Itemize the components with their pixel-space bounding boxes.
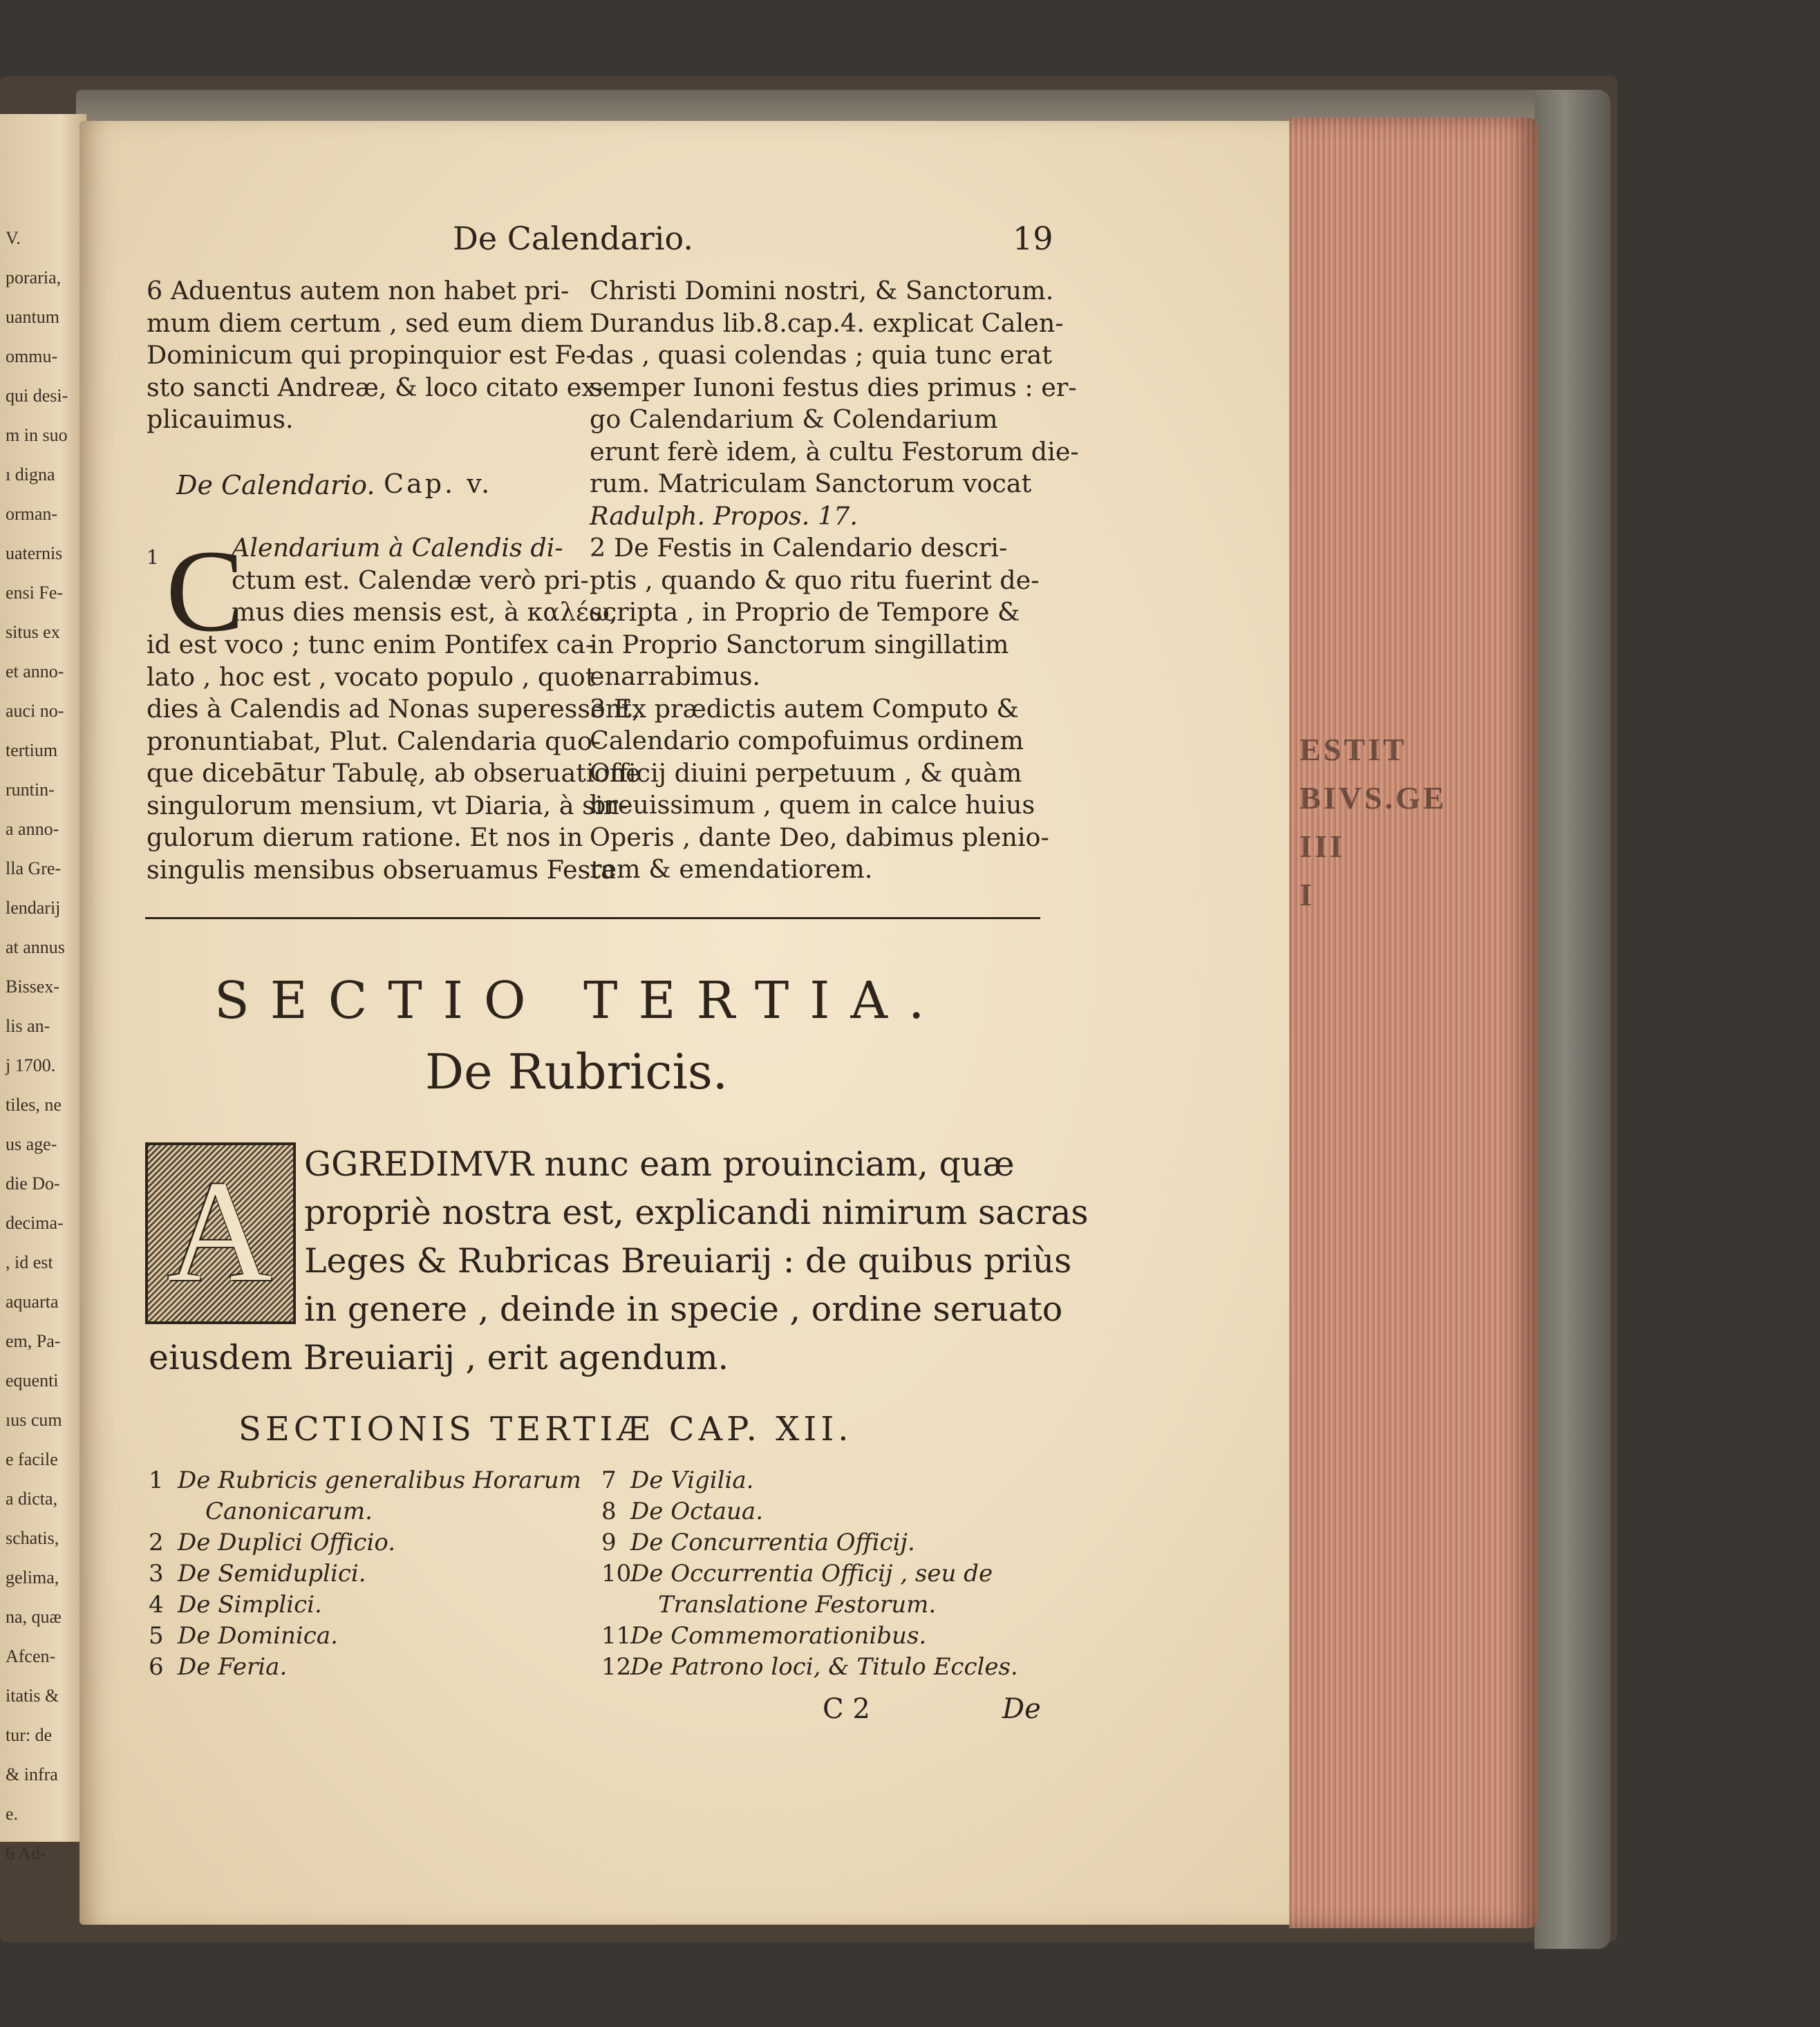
contents-entry (149, 1527, 581, 1558)
left-page-fragment: m in suo (6, 425, 68, 445)
left-page-fragment: gelima, (6, 1567, 59, 1587)
contents-text: De Feria. (178, 1653, 288, 1681)
text-line: singulis mensibus obseruamus Festa (147, 854, 616, 885)
left-page-fragment: aquarta (6, 1292, 59, 1312)
text-line: semper Iunoni festus dies primus : er- (590, 372, 1077, 402)
contents-text: De Dominica. (178, 1622, 338, 1650)
contents-entry (149, 1590, 581, 1621)
left-page-fragment: orman- (6, 504, 58, 524)
left-page-fragment: V. (6, 228, 21, 248)
paragraph-1-rest (147, 629, 641, 886)
chapter-label: Cap. v. (384, 469, 493, 499)
contents-number: 7 (601, 1467, 617, 1494)
contents-text: Canonicarum. (205, 1498, 373, 1525)
signature-mark: C 2 (823, 1693, 870, 1725)
fore-edge (1289, 117, 1538, 1928)
left-page-fragment: schatis, (6, 1528, 59, 1548)
fore-edge-marks: ESTIT BIVS.GE III I (1300, 732, 1447, 912)
text-line: go Calendarium & Colendarium (590, 404, 998, 434)
section-intro (149, 1140, 1089, 1382)
left-page-fragment: ı digna (6, 464, 55, 484)
text-line: propriè nostra est, explicandi nimirum sacras (304, 1193, 1089, 1232)
text-line: 6 Aduentus autem non habet pri- (147, 276, 570, 305)
contents-text: De Simplici. (178, 1591, 322, 1619)
page-number: 19 (1013, 220, 1053, 257)
text-line: sto sancti Andreæ, & loco citato ex- (147, 372, 604, 402)
left-page-fragment: decima- (6, 1213, 64, 1233)
text-line: id est voco ; tunc enim Pontifex ca- (147, 630, 594, 659)
contents-entry (601, 1652, 1018, 1683)
catchword: De (1002, 1693, 1041, 1725)
text-line: rum. Matriculam Sanctorum vocat (590, 469, 1032, 498)
text-line: 3 Ex prædictis autem Computo & (590, 693, 1019, 724)
chapter-heading: De Calendario. (176, 470, 375, 500)
drop-capital: C (166, 526, 245, 656)
left-page-fragment: equenti (6, 1370, 59, 1390)
text-line: Alendarium à Calendis di- (232, 533, 563, 563)
contents-number: 3 (149, 1560, 164, 1587)
text-line: plicauimus. (147, 404, 294, 434)
left-page-fragment: j 1700. (6, 1055, 56, 1075)
text-line: Operis , dante Deo, dabimus plenio- (590, 822, 1049, 852)
left-page-fragment: a anno- (6, 819, 59, 839)
left-page-fragment: & infra (6, 1764, 58, 1784)
contents-entry (149, 1465, 581, 1496)
contents-entry (601, 1527, 1018, 1558)
text-line: Durandus lib.8.cap.4. explicat Calen- (590, 308, 1064, 338)
initial-letter: A (167, 1151, 272, 1312)
left-page-fragment: uaternis (6, 543, 63, 563)
section-subtitle: De Rubricis. (425, 1044, 729, 1100)
contents-entry (601, 1621, 1018, 1652)
contents-number: 2 (149, 1529, 164, 1556)
text-line: singulorum mensium, vt Diaria, à sin- (147, 790, 628, 820)
left-page (0, 114, 86, 1863)
contents-text: De Octaua. (630, 1498, 764, 1525)
contents-entry (601, 1590, 1018, 1621)
text-line: Calendario compofuimus ordinem (590, 726, 1024, 755)
left-page-fragment: lla Gre- (6, 858, 62, 878)
text-line: ctum est. Calendæ verò pri- (232, 565, 589, 595)
left-page-fragment: uantum (6, 307, 59, 327)
text-line: Officij diuini perpetuum , & quàm (590, 757, 1022, 788)
left-page-fragment: itatis & (6, 1686, 59, 1706)
left-page-fragment: situs ex (6, 622, 60, 642)
contents-number: 1 (149, 1467, 164, 1494)
text-line: erunt ferè idem, à cultu Festorum die- (590, 436, 1079, 466)
contents-entry (601, 1558, 1018, 1590)
text-line: Dominicum qui propinquior est Fe- (147, 340, 594, 370)
text-line: scripta , in Proprio de Tempore & (590, 597, 1020, 627)
contents-text: De Occurrentia Officij , seu de (630, 1560, 993, 1587)
contents-text: De Vigilia. (630, 1467, 754, 1494)
text-line: Radulph. Propos. 17. (590, 500, 859, 531)
text-line: breuissimum , quem in calce huius (590, 790, 1035, 820)
left-page-fragment: na, quæ (6, 1607, 62, 1627)
text-line: mus dies mensis est, à καλέω, (232, 597, 618, 627)
left-page-fragment: tiles, ne (6, 1095, 62, 1115)
running-title: De Calendario. (453, 220, 693, 257)
text-line: ptis , quando & quo ritu fuerint de- (590, 565, 1040, 595)
text-line: que dicebātur Tabulę, ab obseruatione (147, 758, 641, 788)
left-page-fragment: poraria, (6, 267, 62, 287)
text-line: 2 De Festis in Calendario descri- (590, 533, 1008, 563)
text-line: rem & emendatiorem. (590, 854, 873, 884)
contents-number: 11 (601, 1622, 632, 1650)
left-page-fragment: lis an- (6, 1016, 50, 1036)
text-line: Leges & Rubricas Breuiarij : de quibus priùs (304, 1241, 1072, 1281)
contents-text: De Patrono loci, & Titulo Eccles. (630, 1653, 1018, 1681)
text-line: enarrabimus. (590, 661, 761, 691)
left-page-fragment: lendarij (6, 898, 61, 918)
contents-right (601, 1465, 1018, 1683)
left-page-fragment: ommu- (6, 346, 58, 366)
cover-board (1535, 90, 1611, 1949)
section-rule (145, 917, 1040, 919)
contents-entry (601, 1465, 1018, 1496)
left-page-fragment: runtin- (6, 780, 55, 800)
left-page-fragment: et anno- (6, 661, 64, 681)
left-page-fragment: 6 Ad- (6, 1843, 46, 1863)
paragraph-1-first (232, 532, 617, 629)
left-page-fragment: qui desi- (6, 386, 68, 406)
contents-left (149, 1465, 581, 1683)
text-line: lato , hoc est , vocato populo , quot (147, 661, 596, 692)
text-line: mum diem certum , sed eum diem (147, 308, 584, 338)
contents-entry (601, 1496, 1018, 1527)
left-page-fragment: , id est (6, 1252, 53, 1272)
contents-text: De Duplici Officio. (178, 1529, 396, 1556)
paragraph-number: 1 (147, 546, 159, 569)
text-line: gulorum dierum ratione. Et nos in (147, 822, 583, 852)
left-page-fragment: us age- (6, 1134, 57, 1154)
left-page-fragment: ensi Fe- (6, 583, 64, 603)
paragraph-6 (147, 275, 604, 436)
contents-number: 9 (601, 1529, 617, 1556)
left-page-fragment: e. (6, 1804, 19, 1824)
contents-text: De Semiduplici. (178, 1560, 366, 1587)
left-page-fragment: em, Pa- (6, 1331, 61, 1351)
left-page-fragment: tur: de (6, 1725, 53, 1745)
contents-text: De Commemorationibus. (630, 1622, 927, 1650)
contents-entry (149, 1496, 581, 1527)
contents-entry (149, 1621, 581, 1652)
section-title: SECTIO TERTIA. (214, 971, 946, 1030)
text-line: dies à Calendis ad Nonas superessent, (147, 694, 640, 724)
left-page-fragment: tertium (6, 740, 58, 760)
left-page-fragment: Bissex- (6, 977, 59, 997)
left-page-fragment: auci no- (6, 701, 64, 721)
contents-text: De Concurrentia Officij. (630, 1529, 915, 1556)
text-line: das , quasi colendas ; quia tunc erat (590, 340, 1052, 370)
text-line: Christi Domini nostri, & Sanctorum. (590, 276, 1054, 305)
text-line: eiusdem Breuiarij , erit agendum. (149, 1338, 729, 1377)
contents-number: 4 (149, 1591, 164, 1619)
right-column (590, 275, 1079, 886)
left-page-fragment: die Do- (6, 1173, 60, 1194)
contents-number: 10 (601, 1560, 632, 1587)
left-page-fragment: at annus (6, 937, 65, 957)
left-page-fragment: e facile (6, 1449, 58, 1469)
text-line: in genere , deinde in specie , ordine seruato (304, 1290, 1063, 1329)
text-line: GGREDIMVR nunc eam prouinciam, quæ (304, 1144, 1015, 1184)
left-page-fragment: ıus cum (6, 1410, 62, 1430)
left-page-fragment: a dicta, (6, 1489, 58, 1509)
contents-number: 12 (601, 1653, 632, 1681)
contents-heading: SECTIONIS TERTIÆ CAP. XII. (238, 1410, 853, 1449)
contents-text: De Rubricis generalibus Horarum (178, 1467, 581, 1494)
left-page-fragment: Afcen- (6, 1646, 56, 1666)
contents-entry (149, 1558, 581, 1590)
contents-number: 8 (601, 1498, 617, 1525)
text-line: pronuntiabat, Plut. Calendaria quo- (147, 726, 601, 756)
contents-number: 6 (149, 1653, 164, 1681)
contents-number: 5 (149, 1622, 164, 1650)
contents-entry (149, 1652, 581, 1683)
contents-text: Translatione Festorum. (658, 1591, 937, 1619)
text-line: in Proprio Sanctorum singillatim (590, 629, 1009, 659)
